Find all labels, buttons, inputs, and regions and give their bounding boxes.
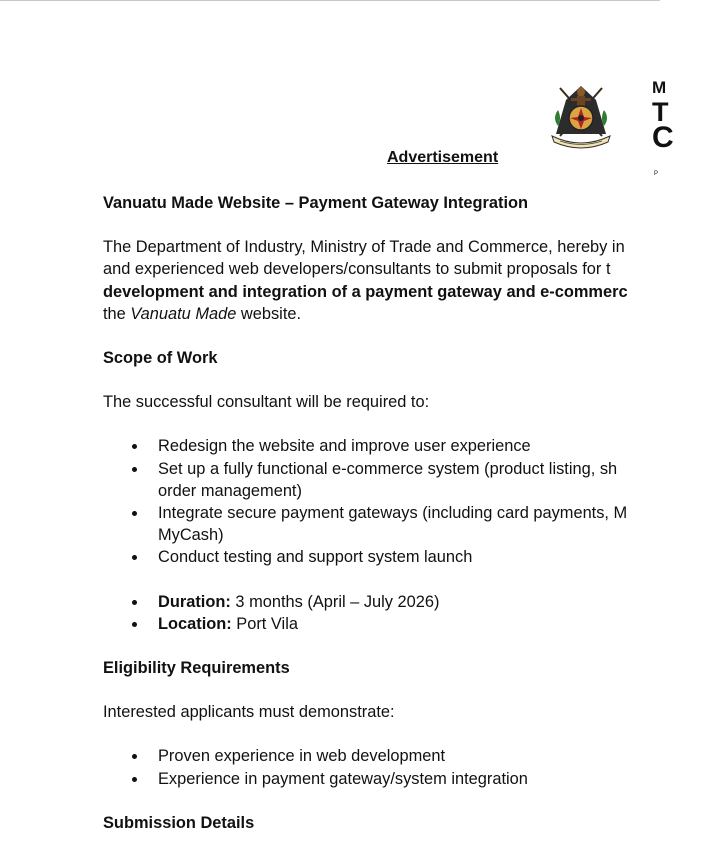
duration-label: Duration: <box>158 592 231 611</box>
advertisement-heading: Advertisement <box>387 149 499 166</box>
intro-line: development and integration of a payment gateway and e-commerc <box>103 282 628 301</box>
scope-intro: The successful consultant will be required to: <box>103 393 430 412</box>
page-top-border <box>0 0 660 1</box>
ministry-logo-line-4: P <box>654 171 659 177</box>
scope-heading: Scope of Work <box>103 349 218 368</box>
ministry-logo-line-1: M <box>652 78 667 97</box>
eligibility-list <box>103 745 703 789</box>
list-item: Set up a fully functional e-commerce system (product listing, sh order management) <box>103 458 703 502</box>
list-item: Integrate secure payment gateways (including card payments, M MyCash) <box>103 502 703 546</box>
list-item: Conduct testing and support system launch <box>103 546 703 568</box>
ministry-logo-line-3: C <box>652 121 674 154</box>
location-label: Location: <box>158 614 232 633</box>
intro-line: the Vanuatu Made website. <box>103 304 302 323</box>
duration-value: 3 months (April – July 2026) <box>230 592 440 611</box>
eligibility-heading: Eligibility Requirements <box>103 659 290 678</box>
list-item: Proven experience in web development <box>103 745 703 767</box>
ministry-logo-text-fragment <box>650 78 674 188</box>
intro-paragraph <box>103 236 703 325</box>
eligibility-intro: Interested applicants must demonstrate: <box>103 703 395 722</box>
location-value: Port Vila <box>231 614 298 633</box>
document-body <box>103 192 703 834</box>
vanuatu-made-italic: Vanuatu Made <box>130 304 237 323</box>
document-title: Vanuatu Made Website – Payment Gateway Integration <box>103 194 529 212</box>
list-item <box>103 591 703 613</box>
vanuatu-coat-of-arms-logo <box>546 78 616 152</box>
ministry-logo-line-2: T <box>652 97 669 127</box>
list-item: Redesign the website and improve user experience <box>103 435 703 457</box>
submission-heading: Submission Details <box>103 813 255 832</box>
scope-list <box>103 435 703 568</box>
intro-line: and experienced web developers/consultants to submit proposals for t <box>103 260 611 279</box>
project-details-list <box>103 591 703 635</box>
intro-line: The Department of Industry, Ministry of Trade and Commerce, hereby in <box>103 238 625 257</box>
list-item <box>103 613 703 635</box>
list-item: Experience in payment gateway/system integration <box>103 768 703 790</box>
